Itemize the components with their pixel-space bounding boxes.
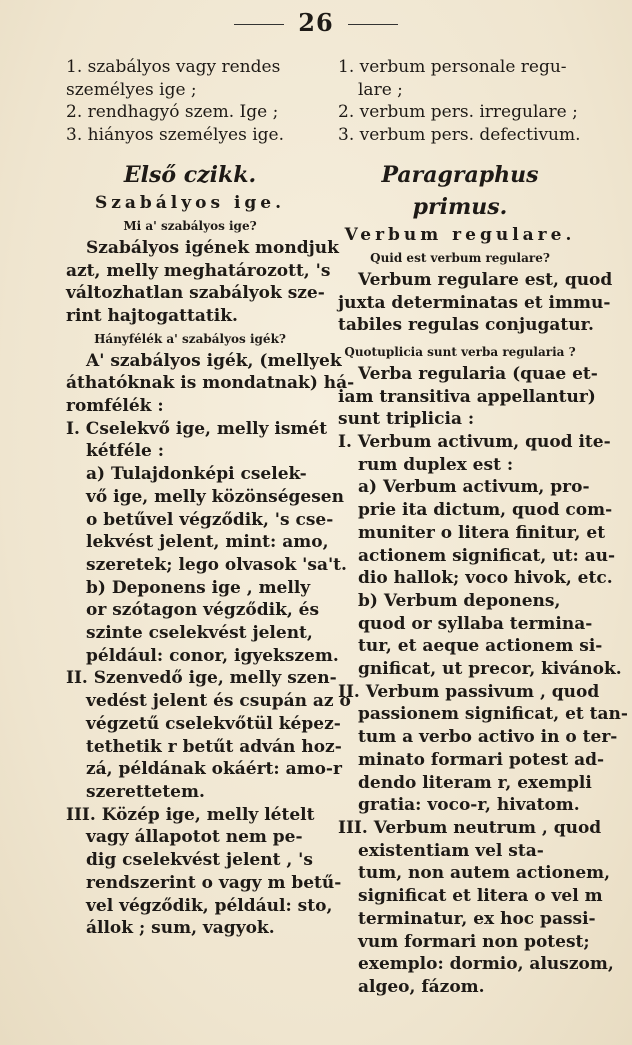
text-line: áthatóknak is mondatnak) há- xyxy=(66,373,355,394)
text-line: gratia: voco-r, hivatom. xyxy=(358,795,580,816)
section-subheading: Szabályos ige. xyxy=(94,192,286,213)
text-line: változhatlan szabályok sze- xyxy=(66,283,325,304)
list-item: 1. verbum personale regu- xyxy=(338,57,567,77)
text-line: Szabályos igének mondjuk xyxy=(86,237,339,258)
question: Quid est verbum regulare? xyxy=(370,250,550,265)
text-line: III. Közép ige, melly lételt xyxy=(66,804,315,825)
text-line: actionem significat, ut: au- xyxy=(358,545,616,566)
text-line: tabiles regulas conjugatur. xyxy=(338,315,594,336)
text-line: szinte cselekvést jelent, xyxy=(86,623,313,644)
list-item: 1. szabályos vagy rendes xyxy=(66,57,281,77)
text-line: III. Verbum neutrum , quod xyxy=(338,817,602,838)
text-line: algeo, fázom. xyxy=(358,976,485,997)
text-line: zá, példának okáért: amo-r xyxy=(86,759,342,780)
list-item: lare ; xyxy=(358,79,403,100)
list-item: 2. verbum pers. irregulare ; xyxy=(338,102,578,123)
text-line: I. Verbum activum, quod ite- xyxy=(338,432,611,453)
text-line: Verba regularia (quae et- xyxy=(358,363,598,384)
text-line: rum duplex est : xyxy=(358,454,514,475)
text-line: azt, melly meghatározott, 's xyxy=(66,260,331,281)
text-line: lekvést jelent, mint: amo, xyxy=(86,532,329,553)
text-line: vagy állapotot nem pe- xyxy=(86,827,303,848)
question: Mi a' szabályos ige? xyxy=(123,218,257,233)
text-line: significat et litera o vel m xyxy=(358,886,603,907)
latin-column xyxy=(338,56,628,999)
text-line: gnificat, ut precor, kivánok. xyxy=(358,659,622,680)
text-line: szeretek; lego olvasok 'sa't. xyxy=(86,554,347,575)
text-line: rendszerint o vagy m betű- xyxy=(86,872,342,893)
section-subheading: Verbum regulare. xyxy=(344,224,576,245)
text-line: Verbum regulare est, quod xyxy=(358,269,613,290)
text-line: or szótagon végződik, és xyxy=(86,600,320,621)
text-line: b) Deponens ige , melly xyxy=(86,577,311,598)
text-line: juxta determinatas et immu- xyxy=(338,292,611,313)
text-line: sunt triplicia : xyxy=(338,409,475,430)
list-item: 3. hiányos személyes ige. xyxy=(66,125,284,146)
text-line: quod or syllaba termina- xyxy=(358,613,593,634)
text-line: exemplo: dormio, aluszom, xyxy=(358,954,614,975)
text-line: muniter o litera finitur, et xyxy=(358,522,606,543)
question: Hányfélék a' szabályos igék? xyxy=(94,331,286,346)
text-line: b) Verbum deponens, xyxy=(358,590,561,611)
section-heading: Paragraphus primus. xyxy=(381,161,539,220)
text-line: a) Tulajdonképi cselek- xyxy=(86,464,307,485)
text-line: vedést jelent és csupán az o xyxy=(86,691,351,712)
text-line: tethetik r betűt adván hoz- xyxy=(86,736,342,757)
text-line: A' szabályos igék, (mellyek xyxy=(86,350,342,371)
page-header xyxy=(0,8,632,37)
text-line: végzetű cselekvőtül képez- xyxy=(86,713,341,734)
list-item: személyes ige ; xyxy=(66,79,197,100)
header-rule-left xyxy=(234,24,284,25)
text-line: kétféle : xyxy=(86,441,165,462)
text-line: II. Verbum passivum , quod xyxy=(338,681,600,702)
text-line: vel végződik, például: sto, xyxy=(86,895,333,916)
text-line: tur, et aeque actionem si- xyxy=(358,636,603,657)
text-line: existentiam vel sta- xyxy=(358,840,544,861)
header-rule-right xyxy=(348,24,398,25)
text-line: állok ; sum, vagyok. xyxy=(86,918,275,939)
text-line: iam transitiva appellantur) xyxy=(338,386,596,407)
text-line: tum a verbo activo in o ter- xyxy=(358,727,618,748)
text-line: o betűvel végződik, 's cse- xyxy=(86,509,334,530)
text-line: vő ige, melly közönségesen xyxy=(86,486,344,507)
text-line: vum formari non potest; xyxy=(358,931,590,952)
question: Quotuplicia sunt verba regularia ? xyxy=(344,344,576,359)
list-item: 2. rendhagyó szem. Ige ; xyxy=(66,102,279,123)
text-line: rint hajtogattatik. xyxy=(66,305,238,326)
section-heading: Első czikk. xyxy=(123,161,257,188)
text-line: passionem significat, et tan- xyxy=(358,704,628,725)
text-line: II. Szenvedő ige, melly szen- xyxy=(66,668,337,689)
list-item: 3. verbum pers. defectivum. xyxy=(338,125,581,146)
text-line: a) Verbum activum, pro- xyxy=(358,477,590,498)
text-line: például: conor, igyekszem. xyxy=(86,645,339,666)
text-line: minato formari potest ad- xyxy=(358,749,605,770)
text-line: terminatur, ex hoc passi- xyxy=(358,908,596,929)
text-line: tum, non autem actionem, xyxy=(358,863,611,884)
text-line: I. Cselekvő ige, melly ismét xyxy=(66,418,328,439)
text-line: szerettetem. xyxy=(86,781,205,802)
text-line: dendo literam r, exempli xyxy=(358,772,592,793)
text-line: romfélék : xyxy=(66,396,164,417)
text-line: dio hallok; voco hivok, etc. xyxy=(358,568,613,589)
hungarian-column xyxy=(66,56,355,940)
text-line: prie ita dictum, quod com- xyxy=(358,500,613,521)
page-number: 26 xyxy=(298,8,334,37)
text-line: dig cselekvést jelent , 's xyxy=(86,850,313,871)
